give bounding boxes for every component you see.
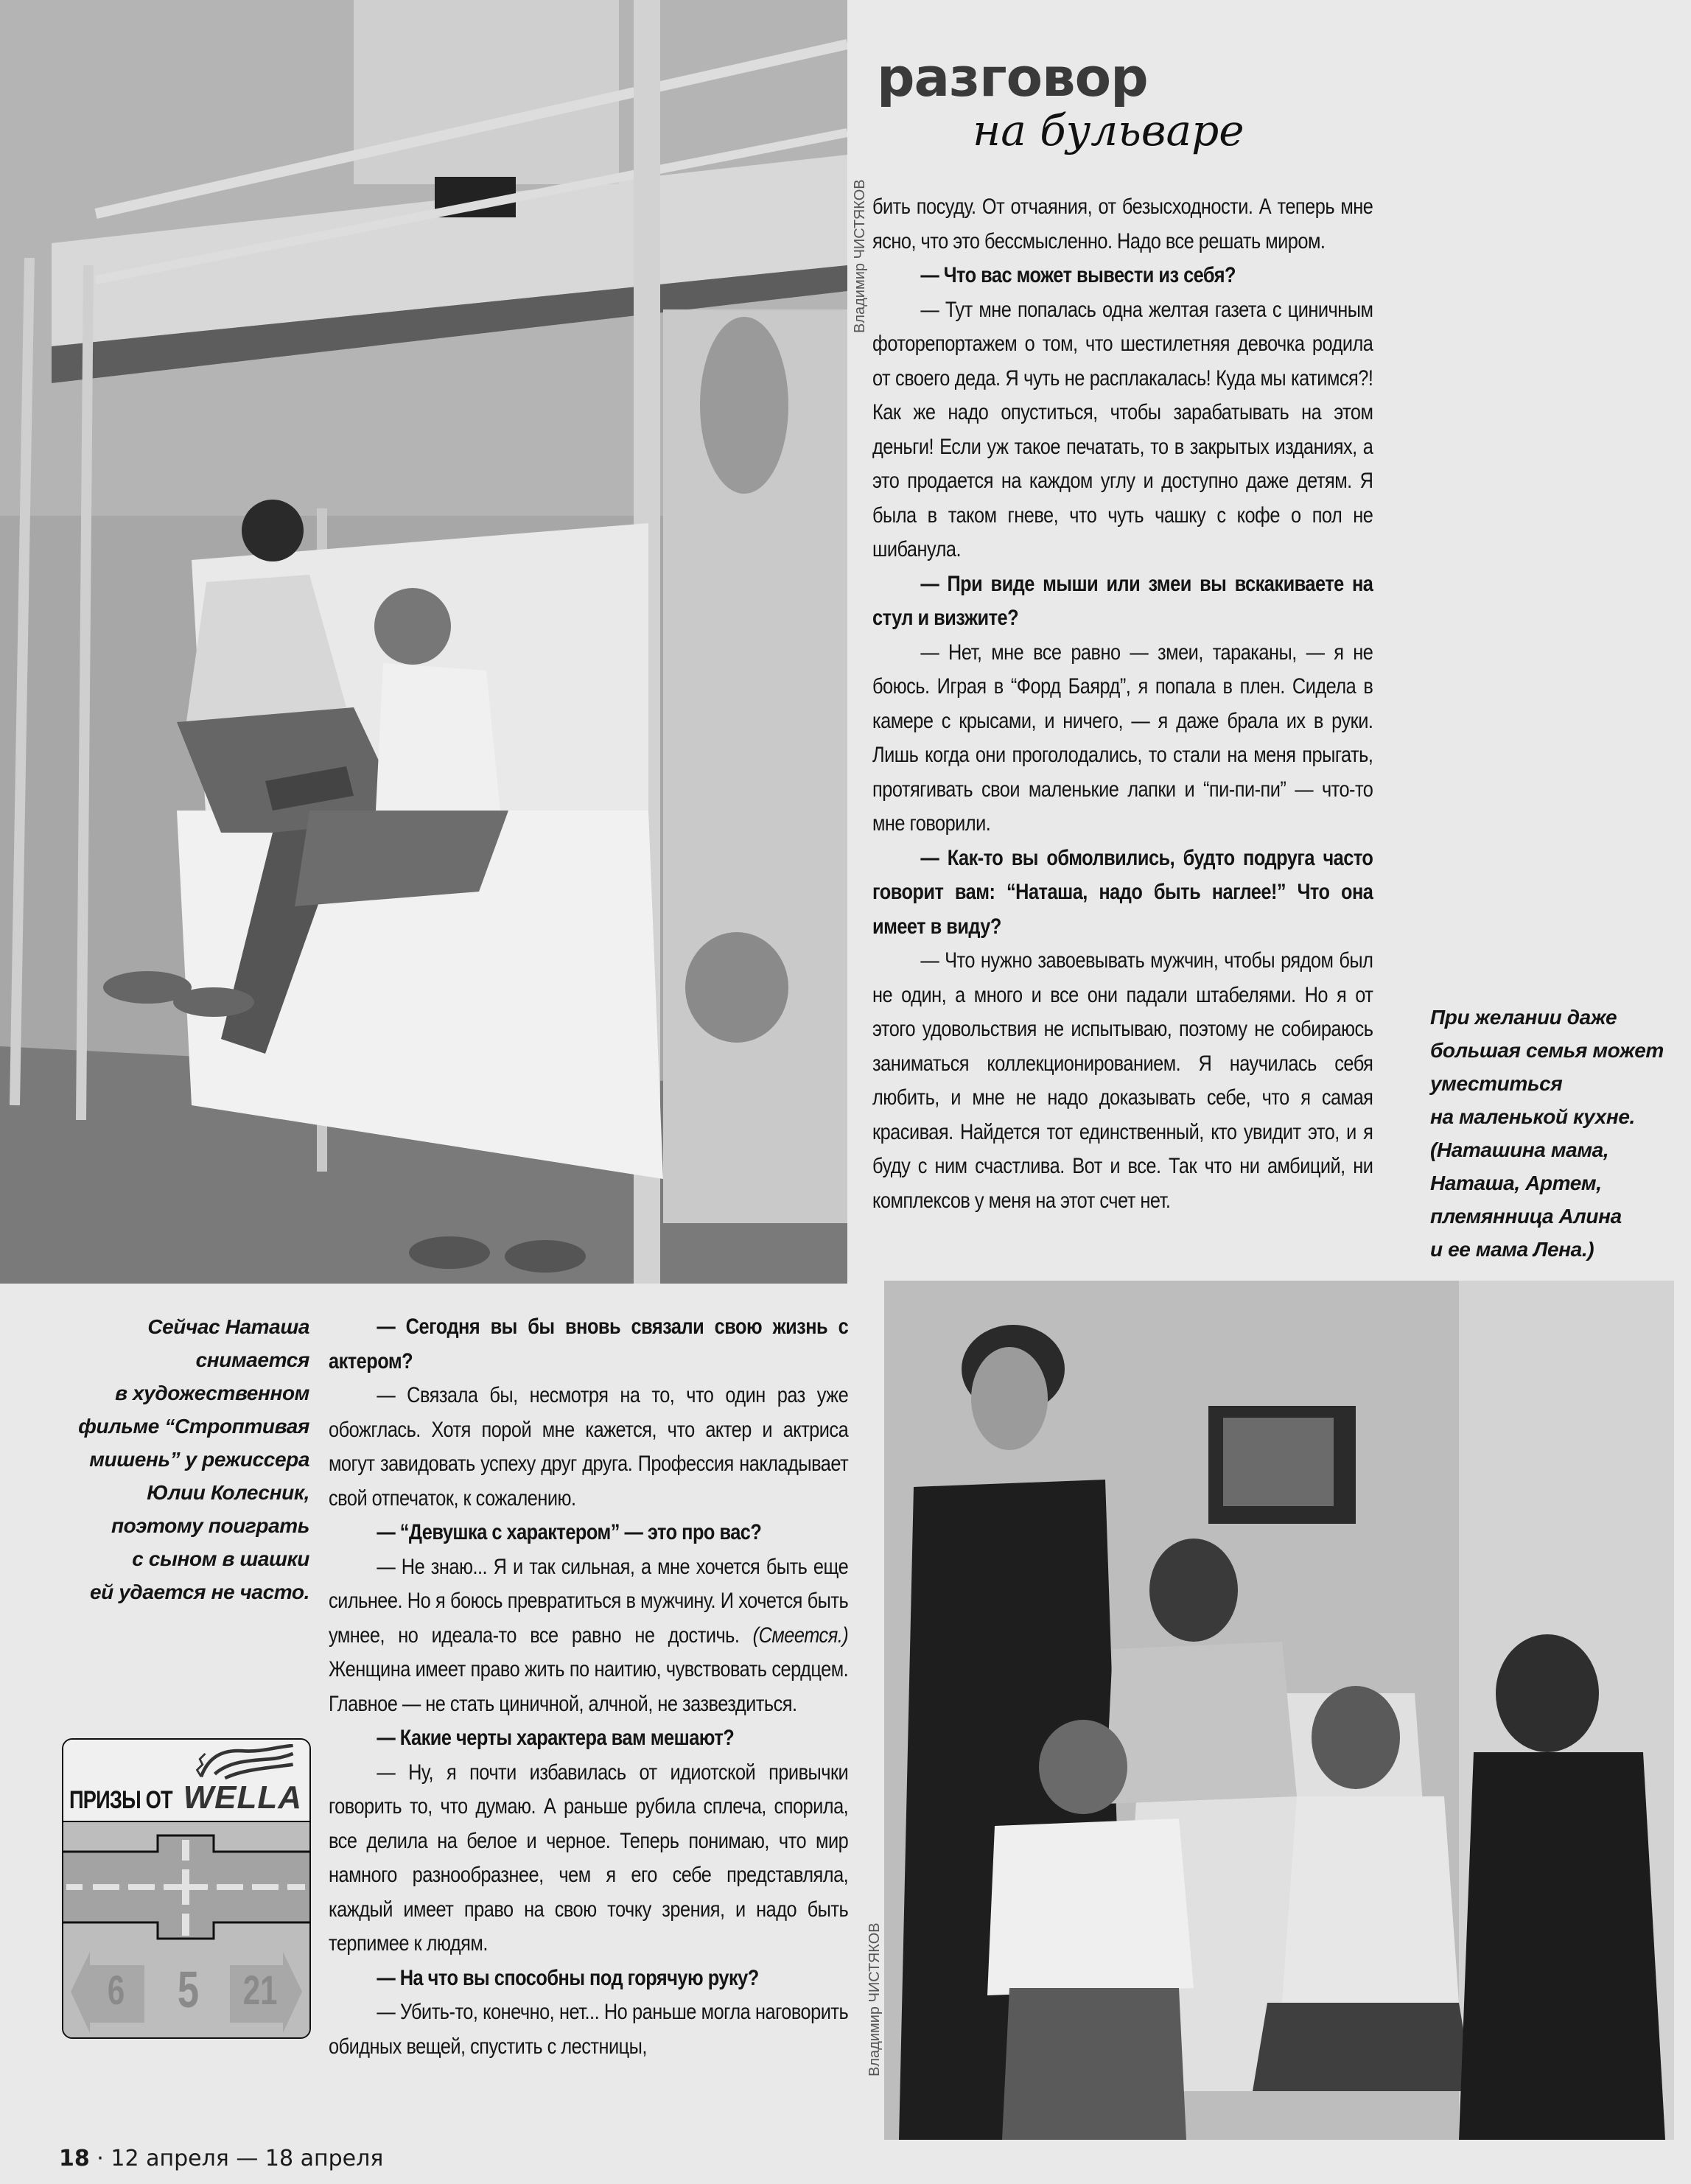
prize-count-center: 5 xyxy=(177,1961,200,2018)
stage-direction: (Смеется.) xyxy=(752,1623,849,1648)
caption-line: большая семья может xyxy=(1430,1039,1664,1062)
caption-line: на маленькой кухне. xyxy=(1430,1105,1635,1128)
answer-paragraph: — Убить-то, конечно, нет... Но раньше могла наговорить обидных вещей, спустить с лестницы, xyxy=(329,2000,849,2059)
question-paragraph: — При виде мыши или змеи вы вскакиваете на стул и визжите? xyxy=(872,571,1373,630)
answer-paragraph xyxy=(329,1550,848,1722)
section-rubric xyxy=(877,46,1244,155)
wella-brand-logo: WELLA xyxy=(183,1779,302,1816)
photo-bedroom-illustration xyxy=(0,0,847,1284)
prize-road-graphic xyxy=(63,1822,309,2037)
answer-paragraph: — Ну, я почти избавилась от идиотской привычки говорить то, что думаю. А раньше рубила сплеча, спорила, все делила на белое и черное. Теперь понимаю, что мир намного разнообразнее, чем я его себе представляла, каждый имеет право на свою точку зрения, и надо быть терпимее к людям. xyxy=(329,1760,849,1956)
question-paragraph: — На что вы способны под горячую руку? xyxy=(377,1965,759,1990)
caption-line: Сейчас Наташа xyxy=(147,1315,309,1338)
page-number: 18 xyxy=(59,2146,90,2171)
prize-header xyxy=(63,1740,309,1822)
wella-hair-logo-icon xyxy=(190,1744,301,1779)
question-paragraph: — Сегодня вы бы вновь связали свою жизнь с актером? xyxy=(329,1315,849,1373)
photo-caption-bedroom xyxy=(74,1310,309,1609)
answer-paragraph: — Тут мне попалась одна желтая газета с циничным фоторепортажем о том, что шестилетняя девочка родила от своего деда. Я чуть не расплакалась! Куда мы катимся?! Как же надо опуститься, чтобы зарабатывать на этом деньги! Если уж такое печатать, то в закрытых изданиях, а это продается на каждом углу и доступно даже детям. Я была в таком гневе, что чуть чашку с кофе о пол не шибанула. xyxy=(872,297,1373,561)
answer-text: — Не знаю... Я и так сильная, а мне хочется быть еще сильнее. Но я боюсь превратиться в мужчину. И хочется быть умнее, но идеала-то все равно не достичь. xyxy=(329,1554,849,1648)
caption-line: ей удается не часто. xyxy=(90,1581,309,1603)
question-paragraph: — Как-то вы обмолвились, будто подруга часто говорит вам: “Наташа, надо быть наглее!” Что она имеет в виду? xyxy=(872,845,1373,939)
caption-line: Наташа, Артем, xyxy=(1430,1172,1602,1194)
caption-line: фильме “Строптивая xyxy=(78,1415,309,1438)
caption-line: При желании даже xyxy=(1430,1006,1617,1029)
caption-line: поэтому поиграть xyxy=(111,1514,309,1537)
prize-count-left: 6 xyxy=(107,1967,125,2013)
caption-line: и ее мама Лена.) xyxy=(1430,1238,1594,1261)
photo-kitchen-illustration xyxy=(884,1281,1674,2140)
photo-caption-kitchen xyxy=(1430,1001,1681,1266)
caption-line: Юлии Колесник, xyxy=(147,1481,309,1504)
page-footer xyxy=(59,2146,383,2171)
answer-paragraph: бить посуду. От отчаяния, от безысходности. А теперь мне ясно, что это бессмысленно. Надо все решать миром. xyxy=(872,195,1373,253)
caption-line: в художественном xyxy=(115,1382,309,1404)
issue-dates: 12 апреля — 18 апреля xyxy=(111,2146,384,2171)
prize-label: ПРИЗЫ ОТ xyxy=(69,1786,172,1814)
caption-line: мишень” у режиссера xyxy=(89,1448,309,1471)
caption-line: снимается xyxy=(195,1348,309,1371)
answer-paragraph: — Нет, мне все равно — змеи, тараканы, — я не боюсь. Играя в “Форд Баярд”, я попала в плен. Сидела в камере с крысами, и ничего, — я даже брала их в руки. Лишь когда они проголодались, то стали на меня прыгать, протягивать свои маленькие лапки и “пи-пи-пи” — что-то мне говорили. xyxy=(872,640,1373,836)
caption-line: уместиться xyxy=(1430,1072,1563,1095)
prize-count-right: 21 xyxy=(242,1967,278,2013)
rubric-subtitle: на бульваре xyxy=(973,105,1244,155)
caption-line: с сыном в шашки xyxy=(132,1547,309,1570)
answer-paragraph: — Связала бы, несмотря на то, что один раз уже обожглась. Хотя порой мне кажется, что актер и актриса могут завидовать успеху друг друга. Профессия накладывает свой отпечаток, к сожалению. xyxy=(329,1383,849,1511)
answer-paragraph: — Что нужно завоевывать мужчин, чтобы рядом был не один, а много и все они падали штабелями. Но я от этого удовольствия не испытываю, поэтому не собираюсь заниматься коллекционированием. Я научилась себя любить, и мне не надо доказывать себе, что я самая красивая. Найдется тот единственный, кто увидит это, и я буду с ним счастлива. Вот и все. Так что ни амбиций, ни комплексов у меня на этот счет нет. xyxy=(872,948,1373,1213)
answer-text: Женщина имеет право жить по наитию, чувствовать сердцем. Главное — не стать циничной, алчной, не зазвездиться. xyxy=(329,1657,849,1716)
question-paragraph: — Какие черты характера вам мешают? xyxy=(377,1726,735,1750)
article-column-right xyxy=(872,190,1373,1218)
caption-line: племянница Алина xyxy=(1430,1205,1622,1228)
photo-credit: Владимир ЧИСТЯКОВ xyxy=(852,179,868,333)
photo-credit: Владимир ЧИСТЯКОВ xyxy=(866,1922,883,2076)
prize-box-wella xyxy=(62,1738,311,2039)
footer-separator: · xyxy=(89,2146,111,2171)
question-paragraph: — “Девушка с характером” — это про вас? xyxy=(377,1520,762,1544)
question-paragraph: — Что вас может вывести из себя? xyxy=(920,263,1236,287)
caption-line: (Наташина мама, xyxy=(1430,1138,1609,1161)
rubric-title: разговор xyxy=(877,46,1148,108)
photo-kitchen-family xyxy=(884,1281,1674,2140)
article-column-left xyxy=(329,1310,848,2064)
photo-bedroom xyxy=(0,0,847,1284)
